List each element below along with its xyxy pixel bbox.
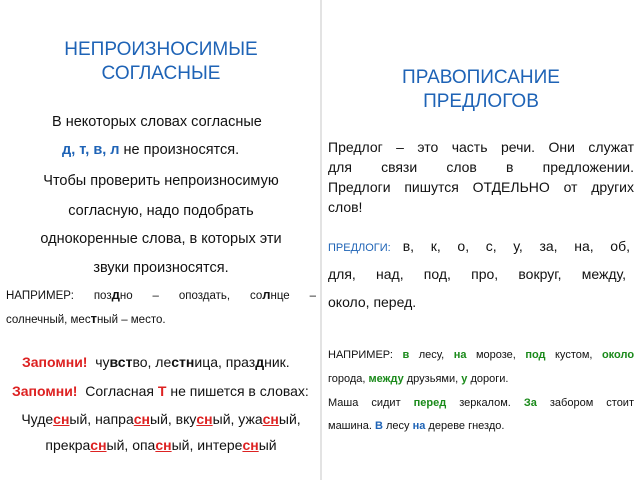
remember2-line — [12, 383, 309, 399]
example-word: города, — [328, 373, 366, 385]
prep-highlight: в — [402, 349, 410, 361]
sn-highlight: сн — [53, 411, 70, 427]
ex1-text: но – опоздать, — [119, 290, 231, 302]
ex1-text: нце – — [270, 290, 317, 302]
example-line1 — [6, 287, 316, 302]
r1-highlight: д — [255, 354, 265, 370]
example-line2 — [6, 311, 166, 326]
remember1-line — [22, 354, 290, 370]
r1-text: ник. — [264, 354, 290, 370]
right-title-line1: ПРАВОПИСАНИЕ — [402, 67, 560, 88]
prepositions-label: ПРЕДЛОГИ: — [328, 242, 391, 254]
prep-highlight: В — [374, 420, 383, 432]
ex1-highlight: л — [262, 287, 271, 302]
prep-highlight: около — [601, 349, 635, 361]
left-title — [0, 38, 322, 86]
intro-line3: Чтобы проверить непроизносимую — [43, 173, 279, 189]
r2-text: Согласная — [85, 383, 154, 399]
word-part: ый — [258, 437, 277, 453]
examples-line2 — [328, 373, 508, 385]
sentence-word: лесу — [385, 420, 410, 432]
remember1-label: Запомни! — [22, 354, 88, 370]
ex2-highlight: т — [90, 311, 97, 326]
prep-highlight: За — [523, 397, 537, 409]
def-line4: слов! — [328, 199, 363, 215]
sn-highlight: сн — [196, 411, 213, 427]
word-part: Чуде — [21, 411, 54, 427]
prep-highlight: у — [461, 373, 468, 385]
r1-highlight: вст — [109, 354, 133, 370]
prep-highlight: под — [525, 349, 546, 361]
sn-highlight: сн — [90, 437, 107, 453]
word-part: ый, вку — [150, 411, 197, 427]
prep-highlight: на — [412, 420, 426, 432]
intro-line4: согласную, надо подобрать — [68, 203, 254, 219]
examples-line1 — [328, 349, 634, 361]
ex2-text: солнечный, мес — [6, 314, 91, 326]
sentence-word: машина. — [328, 420, 372, 432]
examples-label: НАПРИМЕР: — [328, 349, 393, 361]
word-part: ый, напра — [69, 411, 134, 427]
sentence-word: Маша сидит — [328, 397, 401, 409]
example-word: лесу, — [418, 349, 445, 361]
ex1-text: со — [249, 290, 263, 302]
word-part: ый, — [278, 411, 301, 427]
definition — [328, 137, 634, 217]
ex1-text: поз — [93, 290, 112, 302]
r2-letter-t: Т — [157, 383, 167, 399]
sn-highlight: сн — [155, 437, 172, 453]
example-word: кустом, — [555, 349, 593, 361]
word-part: ый, интере — [171, 437, 243, 453]
ex1-highlight: д — [111, 287, 120, 302]
example-word: дороги. — [470, 373, 509, 385]
ex2-text: ный – место. — [96, 314, 166, 326]
word-part: ый, ужа — [212, 411, 263, 427]
prepositions-list1: в, к, о, с, у, за, на, об, — [402, 238, 630, 254]
def-line2: для связи слов в предложении. — [328, 159, 634, 175]
sn-highlight: сн — [242, 437, 259, 453]
sentence-line1 — [328, 397, 634, 409]
sn-highlight: сн — [262, 411, 279, 427]
intro-line2-rest: не произносятся. — [123, 142, 240, 158]
left-title-line1: НЕПРОИЗНОСИМЫЕ — [64, 39, 258, 60]
word-part: прекра — [45, 437, 91, 453]
right-title — [322, 66, 640, 114]
words-line1 — [0, 411, 322, 427]
sentence-word: зеркалом. — [459, 397, 511, 409]
r1-highlight: стн — [171, 354, 195, 370]
right-panel — [322, 0, 640, 480]
prepositions-line3: около, перед. — [328, 294, 417, 310]
right-title-line2: ПРЕДЛОГОВ — [423, 91, 539, 112]
prep-highlight: перед — [413, 397, 447, 409]
sentence-word: забором стоит — [549, 397, 634, 409]
prepositions-line1 — [328, 238, 630, 254]
remember2-label: Запомни! — [12, 383, 78, 399]
word-part: ый, опа — [106, 437, 156, 453]
r1-text: чу — [95, 354, 110, 370]
intro-line6: звуки произносятся. — [93, 260, 229, 276]
def-line3: Предлоги пишутся ОТДЕЛЬНО от других — [328, 179, 634, 195]
prepositions-line2: для, над, под, про, вокруг, между, — [328, 266, 626, 282]
example-word: морозе, — [475, 349, 516, 361]
sentence-word: дереве гнездо. — [428, 420, 505, 432]
intro-line1: В некоторых словах согласные — [52, 114, 262, 130]
r1-text: ица, праз — [194, 354, 256, 370]
intro-line2 — [62, 142, 239, 158]
sentence-line2 — [328, 420, 504, 432]
left-title-line2: СОГЛАСНЫЕ — [101, 63, 221, 84]
def-line1: Предлог – это часть речи. Они служат — [328, 139, 634, 155]
example-label: НАПРИМЕР: — [6, 290, 74, 302]
r1-text: во, ле — [132, 354, 172, 370]
sn-highlight: сн — [133, 411, 150, 427]
prep-highlight: между — [368, 373, 404, 385]
prep-highlight: на — [453, 349, 467, 361]
r2-text: не пишется в словах: — [170, 383, 309, 399]
intro-line5: однокоренные слова, в которых эти — [40, 231, 282, 247]
words-line2 — [0, 437, 322, 453]
silent-letters: д, т, в, л — [62, 142, 120, 158]
example-word: друзьями, — [406, 373, 459, 385]
